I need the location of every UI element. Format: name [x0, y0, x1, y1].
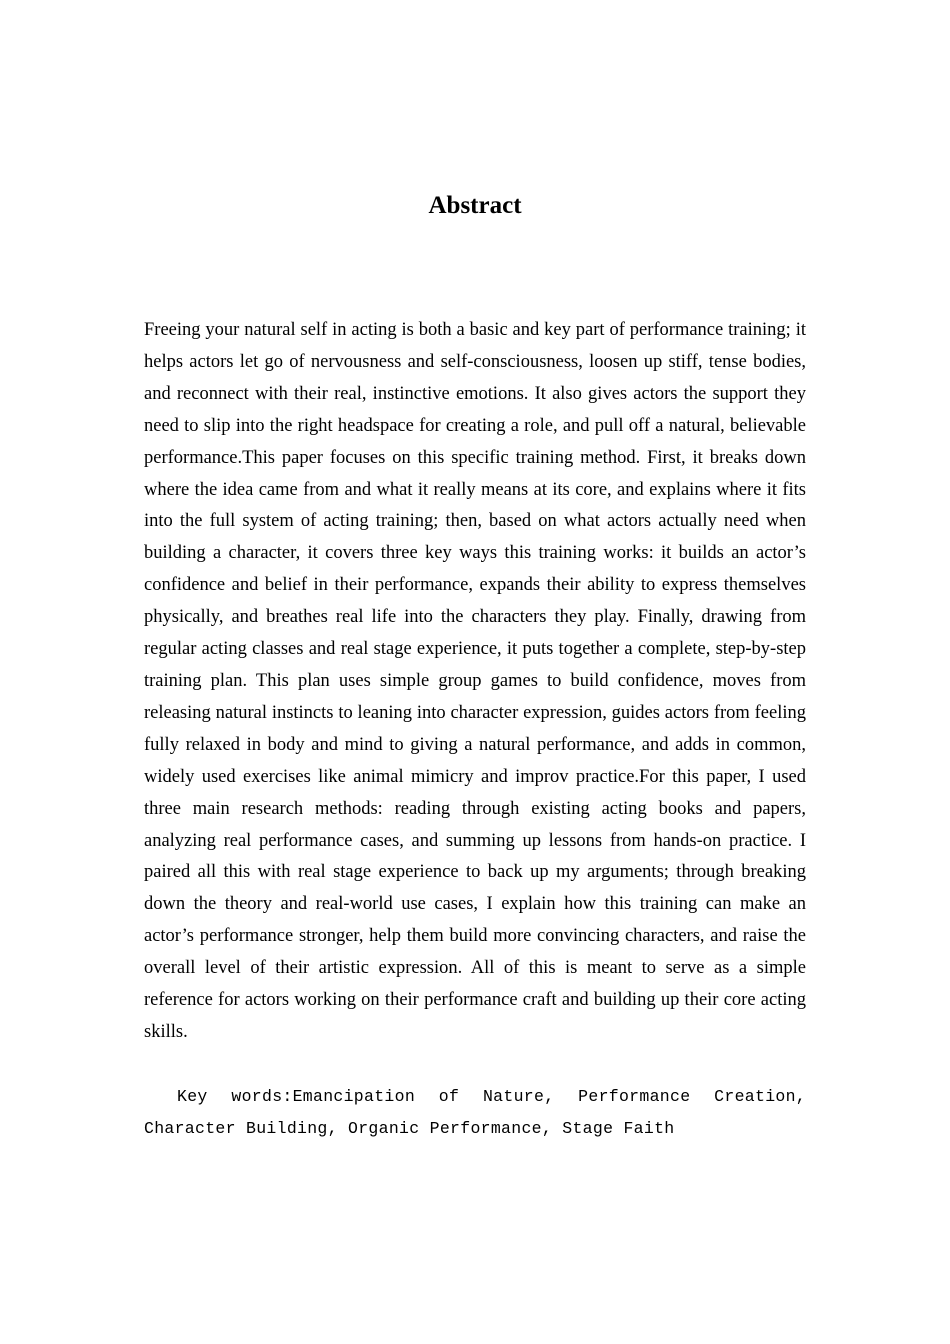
abstract-title: Abstract [428, 192, 522, 219]
abstract-body: Freeing your natural self in acting is both a basic and key part of performance training; it helps actors let go of nervousness and self-consciousness, loosen up stiff, tense bodies, and reconnect with their real, instinctive emotions. It also gives actors the support they need to slip into the right headspace for creating a role, and pull off a natural, believable performance.This paper focuses on this specific training method. First, it breaks down where the idea came from and what it really means at its core, and explains where it fits into the full system of acting training; then, based on what actors actually need when building a character, it covers three key ways this training works: it builds an actor’s confidence and belief in their performance, expands their ability to express themselves physically, and breathes real life into the characters they play. Finally, drawing from regular acting classes and real stage experience, it puts together a complete, step-by-step training plan. This plan uses simple group games to build confidence, moves from releasing natural instincts to leaning into character expression, guides actors from feeling fully relaxed in body and mind to giving a natural performance, and adds in common, widely used exercises like animal mimicry and improv practice.For this paper, I used three main research methods: reading through existing acting books and papers, analyzing real performance cases, and summing up lessons from hands-on practice. I paired all this with real stage experience to back up my arguments; through breaking down the theory and real-world use cases, I explain how this training can make an actor’s performance stronger, help them build more convincing characters, and raise the overall level of their artistic expression. All of this is meant to serve as a simple reference for actors working on their performance craft and building up their core acting skills. [144, 320, 806, 1042]
keywords-line: Key words:Emancipation of Nature, Performance Creation, Character Building, Organic Performance, Stage Faith [144, 1087, 806, 1138]
